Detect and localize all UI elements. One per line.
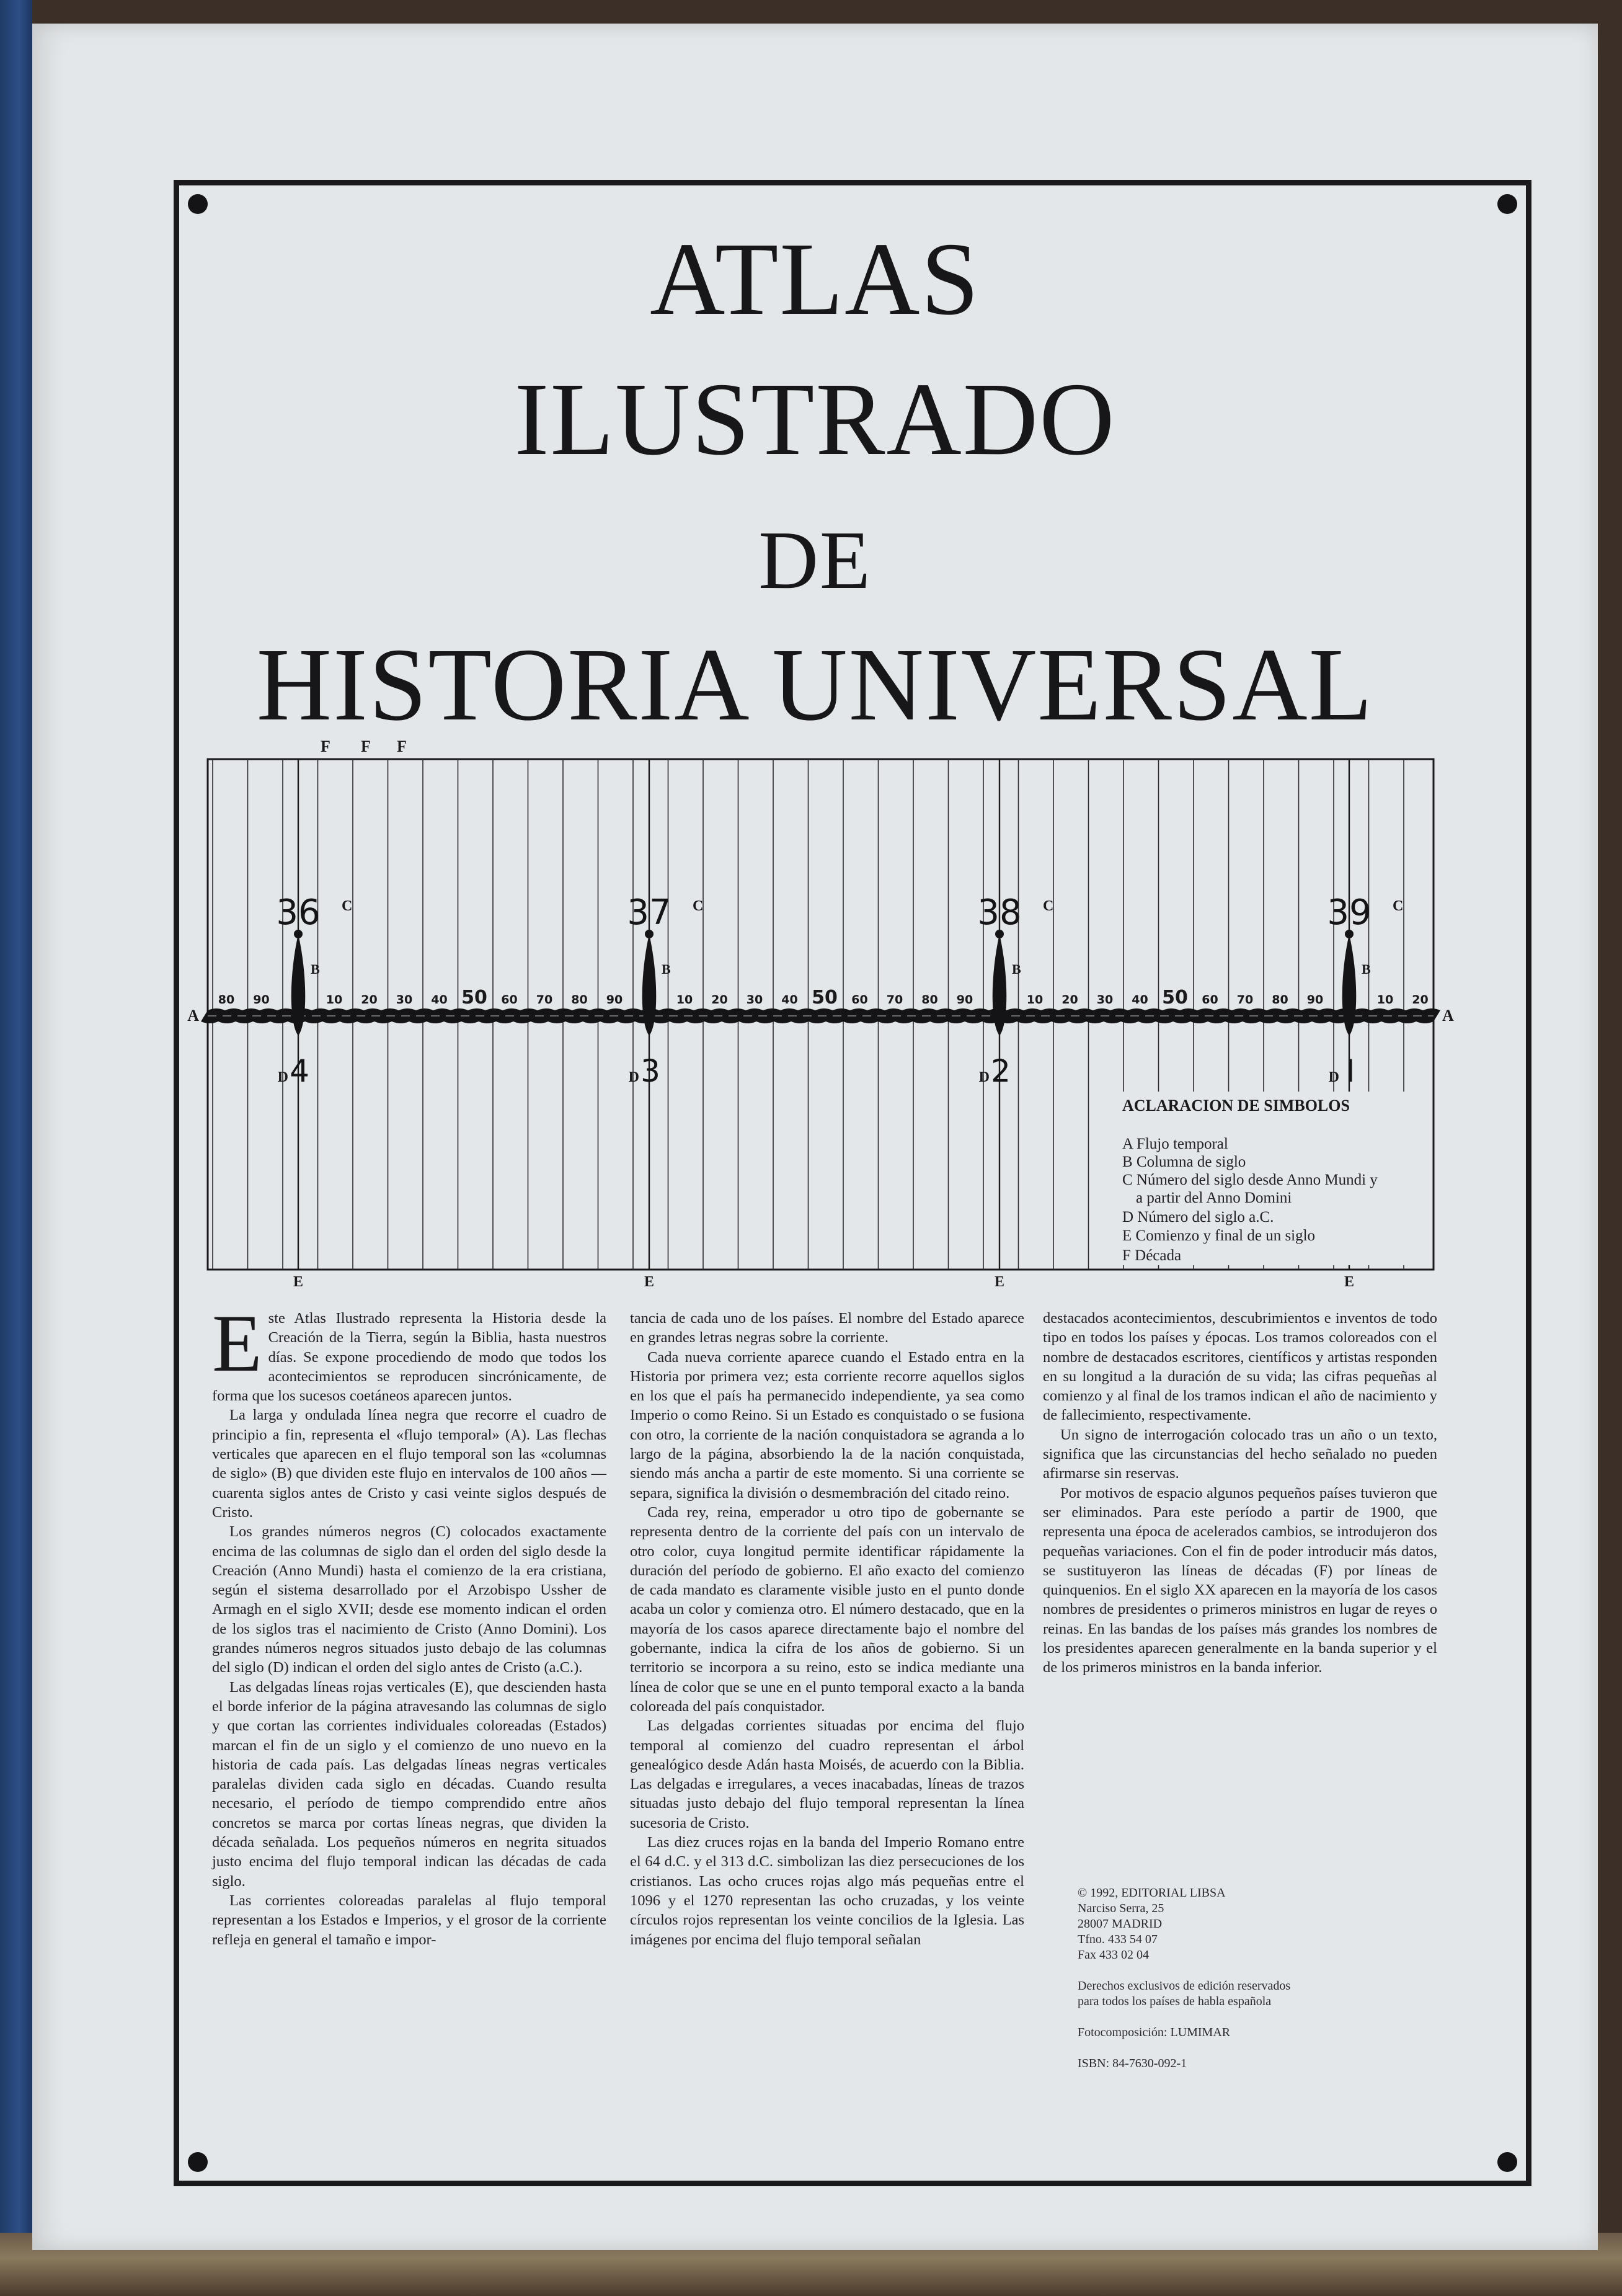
tick-s1-7: 80 (921, 993, 938, 1007)
col3-paragraph-2: Un signo de interrogación colocado tras un año o un texto, significa que las circunstancias del hecho señalado no pueden afirmarse sin reservas. (1043, 1426, 1437, 1482)
tick-s0a-0: 80 (218, 993, 235, 1007)
title-line-1: ATLAS (650, 221, 980, 337)
century-number-bc-2: 2 (991, 1053, 1011, 1089)
tick-s1-4: 50 (812, 987, 838, 1008)
col1-paragraph-1: ste Atlas Ilustrado representa la Historia desde la Creación de la Tierra, según la Biblia, hasta nuestros días. Se expone procediendo de modo que todos los acontecimientos se reproducen sincrónicamente, de forma que los sucesos coetáneos aparecen juntos. (212, 1310, 606, 1405)
century-number-bc-3: I (1345, 1053, 1355, 1089)
col1-paragraph-4: Las delgadas líneas rojas verticales (E), que descienden hasta el borde inferior de la página atravesando las columnas de siglo y que cortan las corrientes individuales coloreadas (Estados) marcan el fin de un siglo y el comienzo de uno nuevo en la historia de cada país. Las delgadas líneas negras verticales paralelas dividen cada siglo en décadas. Cuando resulta necesario, el período de tiempo comprendido entre años concretos se marca por cortas líneas negras, que dividen la década señalada. Los pequeños números en negrita situados justo encima del flujo temporal indican las décadas de cada siglo. (212, 1678, 606, 1890)
label-b-1: B (662, 961, 671, 977)
tick-s0b-0: 10 (326, 993, 343, 1007)
tick-s0b-3: 40 (431, 993, 448, 1007)
tick-s2-8: 90 (1306, 993, 1324, 1007)
label-a-right: A (1442, 1007, 1454, 1025)
century-number-bc-1: 3 (640, 1053, 660, 1089)
title-line-4: HISTORIA UNIVERSAL (256, 627, 1374, 742)
col3-paragraph-3: Por motivos de espacio algunos pequeños países tuvieron que ser eliminados. Para este período a partir de 1900, que representa una época de acelerados cambios, se introdujeron dos pequeñas variaciones. Con el fin de poder introducir más datos, se sustituyeron las líneas de décadas (F) por líneas de quinquenios. En el siglo XX aparecen en la mayoría de los casos nombres de presidentes o primeros ministros en lugar de reyes o reinas. En las bandas de los países más grandes los nombres de los presidentes aparecen generalmente en la banda superior y el de los primeros ministros en la banda inferior. (1043, 1484, 1437, 1676)
tick-s0b-2: 30 (396, 993, 413, 1007)
title-line-2: ILUSTRADO (514, 362, 1116, 477)
col2-paragraph-3: Cada rey, reina, emperador u otro tipo de gobernante se representa dentro de la corriente del país con un intervalo de otro color, cuya longitud permite identificar rápidamente la duración del período de gobierno. El año exacto del comienzo de cada mandato es claramente visible justo en el punto donde acaba un color y comienza otro. El número destacado, que en la mayoría de los casos aparece directamente bajo el nombre del gobernante, indica la cifra de los años de gobierno. Si un territorio se incorpora a su reino, esto se indica mediante una línea de color que se une en el punto temporal exacto a la banda coloreada del país conquistador. (630, 1503, 1024, 1715)
col2-paragraph-1: tancia de cada uno de los países. El nombre del Estado aparece en grandes letras negras sobre la corriente. (630, 1310, 1024, 1346)
col1-paragraph-3: Los grandes números negros (C) colocados exactamente encima de las columnas de siglo dan el orden del siglo desde la Creación (Anno Mundi) hasta el comienzo de la era cristiana, según el sistema desarrollado por el Arzobispo Ussher de Armagh en el siglo XVII; desde ese momento indican el orden de los siglos tras el nacimiento de Cristo (Anno Domini). Los grandes números negros situados justo debajo de las columnas del siglo (D) indican el orden del siglo antes de Cristo (a.C.). (212, 1523, 606, 1676)
tick-s2-3: 40 (1132, 993, 1148, 1007)
century-number-bc-0: 4 (290, 1053, 309, 1089)
tick-s3-0: 10 (1376, 993, 1394, 1007)
label-c-1: C (693, 898, 704, 914)
tick-s1-3: 40 (781, 993, 798, 1007)
col3-paragraph-1: destacados acontecimientos, descubrimientos e inventos de todo tipo en todos los países y épocas. Los tramos coloreados con el nombre de destacados escritores, científicos y artistas responden en su longitud a la duración de su vida; las cifras pequeñas al comienzo y al final de los tramos indican el año de nacimiento y de fallecimiento, respectivamente. (1043, 1310, 1437, 1424)
century-number-am-2: 38 (977, 892, 1022, 933)
tick-s1-0: 10 (676, 993, 693, 1007)
legend-item-6: F Década (1122, 1247, 1182, 1264)
title-line-3: DE (758, 514, 872, 606)
tick-s0b-4: 50 (461, 987, 487, 1008)
rights-line-1: Derechos exclusivos de edición reservados (1078, 1979, 1291, 1993)
tick-s1-6: 70 (886, 993, 903, 1007)
tick-s2-7: 80 (1272, 993, 1288, 1007)
tick-s2-0: 10 (1026, 993, 1044, 1007)
century-number-am-1: 37 (627, 892, 671, 933)
label-c-0: C (342, 898, 353, 914)
tick-s1-8: 90 (956, 993, 973, 1007)
century-column-0 (291, 934, 306, 1036)
century-column-2 (993, 934, 1007, 1036)
legend-item-2: C Número del siglo desde Anno Mundi y (1122, 1172, 1378, 1188)
label-d-2: D (978, 1069, 990, 1085)
label-d-0: D (277, 1069, 288, 1085)
label-e-2: E (994, 1274, 1005, 1290)
century-column-1 (642, 934, 657, 1036)
legend-item-3: a partir del Anno Domini (1136, 1190, 1292, 1206)
col2-paragraph-5: Las diez cruces rojas en la banda del Imperio Romano entre el 64 d.C. y el 313 d.C. simbolizan las diez persecuciones de los cristianos. Las ocho cruces rojas algo más pequeñas entre el 1096 y el 1270 representan las ocho cruzadas, y los veinte círculos rojos representan los veinte concilios de la Iglesia. Las imágenes por encima del flujo temporal señalan (630, 1834, 1024, 1948)
label-c-3: C (1393, 898, 1404, 914)
publisher-info (1078, 1885, 1290, 2071)
tick-s3-1: 20 (1412, 993, 1429, 1007)
tick-s2-1: 20 (1061, 993, 1078, 1007)
col1-paragraph-5: Las corrientes coloreadas paralelas al flujo temporal representan a los Estados e Imperios, y el grosor de la corriente refleja en general el tamaño e impor- (212, 1892, 606, 1948)
tick-s1-5: 60 (851, 993, 868, 1007)
label-b-3: B (1362, 961, 1371, 977)
col2-paragraph-4: Las delgadas corrientes situadas por encima del flujo temporal al comienzo del cuadro representan el árbol genealógico desde Adán hasta Moisés, de acuerdo con la Biblia. Las delgadas e irregulares, a veces inacabadas, líneas de trazos situadas justo debajo del flujo temporal representan la línea sucesoria de Cristo. (630, 1717, 1024, 1831)
tick-s2-5: 60 (1202, 993, 1218, 1007)
text-column-2 (630, 1309, 1024, 1949)
label-d-3: D (1328, 1069, 1339, 1085)
isbn-line: ISBN: 84-7630-092-1 (1078, 2057, 1187, 2070)
tick-s0b-8: 90 (606, 993, 623, 1007)
rights-line-2: para todos los países de habla española (1078, 1995, 1272, 2008)
book-page (32, 24, 1598, 2250)
label-f-0: F (321, 737, 330, 755)
label-e-1: E (644, 1274, 655, 1290)
tick-s0a-1: 90 (253, 993, 270, 1007)
tick-s0b-7: 80 (571, 993, 588, 1007)
label-d-1: D (628, 1069, 639, 1085)
label-a-left: A (187, 1007, 199, 1025)
label-f-1: F (361, 737, 371, 755)
legend-item-0: A Flujo temporal (1122, 1136, 1228, 1152)
tick-s2-6: 70 (1236, 993, 1254, 1007)
address-street: Narciso Serra, 25 (1078, 1902, 1164, 1915)
tick-s0b-5: 60 (501, 993, 518, 1007)
tick-s1-1: 20 (711, 993, 728, 1007)
tick-s0b-6: 70 (536, 993, 553, 1007)
label-c-2: C (1043, 898, 1054, 914)
typesetting-line: Fotocomposición: LUMIMAR (1078, 2026, 1231, 2039)
legend-item-5: E Comienzo y final de un siglo (1122, 1227, 1316, 1244)
tick-s2-2: 30 (1096, 993, 1114, 1007)
label-f-2: F (397, 737, 407, 755)
legend-item-4: D Número del siglo a.C. (1122, 1209, 1274, 1226)
address-city: 28007 MADRID (1078, 1917, 1163, 1931)
label-e-0: E (293, 1274, 304, 1290)
label-b-2: B (1012, 961, 1021, 977)
text-column-3 (1043, 1309, 1437, 1678)
col1-paragraph-2: La larga y ondulada línea negra que recorre el cuadro de principio a fin, representa el «flujo temporal» (A). Las flechas verticales que aparecen en el flujo temporal son las «columnas de siglo» (B) que dividen este flujo en intervalos de 100 años —cuarenta siglos antes de Cristo y casi veinte siglos después de Cristo. (212, 1407, 606, 1521)
dropcap-letter: E (212, 1297, 262, 1389)
copyright-line: © 1992, EDITORIAL LIBSA (1078, 1886, 1226, 1900)
label-e-3: E (1344, 1274, 1355, 1290)
label-b-0: B (311, 961, 320, 977)
century-column-3 (1342, 934, 1357, 1036)
tick-s0b-1: 20 (361, 993, 378, 1007)
legend-item-1: B Columna de siglo (1122, 1154, 1246, 1170)
tick-s2-4: 50 (1162, 987, 1188, 1008)
legend-title: ACLARACION DE SIMBOLOS (1122, 1097, 1350, 1115)
tick-s1-2: 30 (746, 993, 763, 1007)
fax-line: Fax 433 02 04 (1078, 1948, 1149, 1962)
phone-line: Tfno. 433 54 07 (1078, 1933, 1158, 1946)
century-number-am-3: 39 (1327, 892, 1372, 933)
book-binding (0, 0, 32, 2296)
col2-paragraph-2: Cada nueva corriente aparece cuando el Estado entra en la Historia por primera vez; esta corriente recorre aquellos siglos en los que el país ha permanecido independiente, ya sea como Imperio o como Reino. Si un Estado es conquistado o se fusiona con otro, la corriente de la nación conquistadora se agranda a lo largo de la página, absorbiendo la de la nación conquistada, siendo más ancha a partir de este momento. Si una corriente se separa, significa la división o desmembración del citado reino. (630, 1348, 1024, 1502)
century-number-am-0: 36 (276, 892, 321, 933)
text-column-1 (212, 1297, 606, 1949)
